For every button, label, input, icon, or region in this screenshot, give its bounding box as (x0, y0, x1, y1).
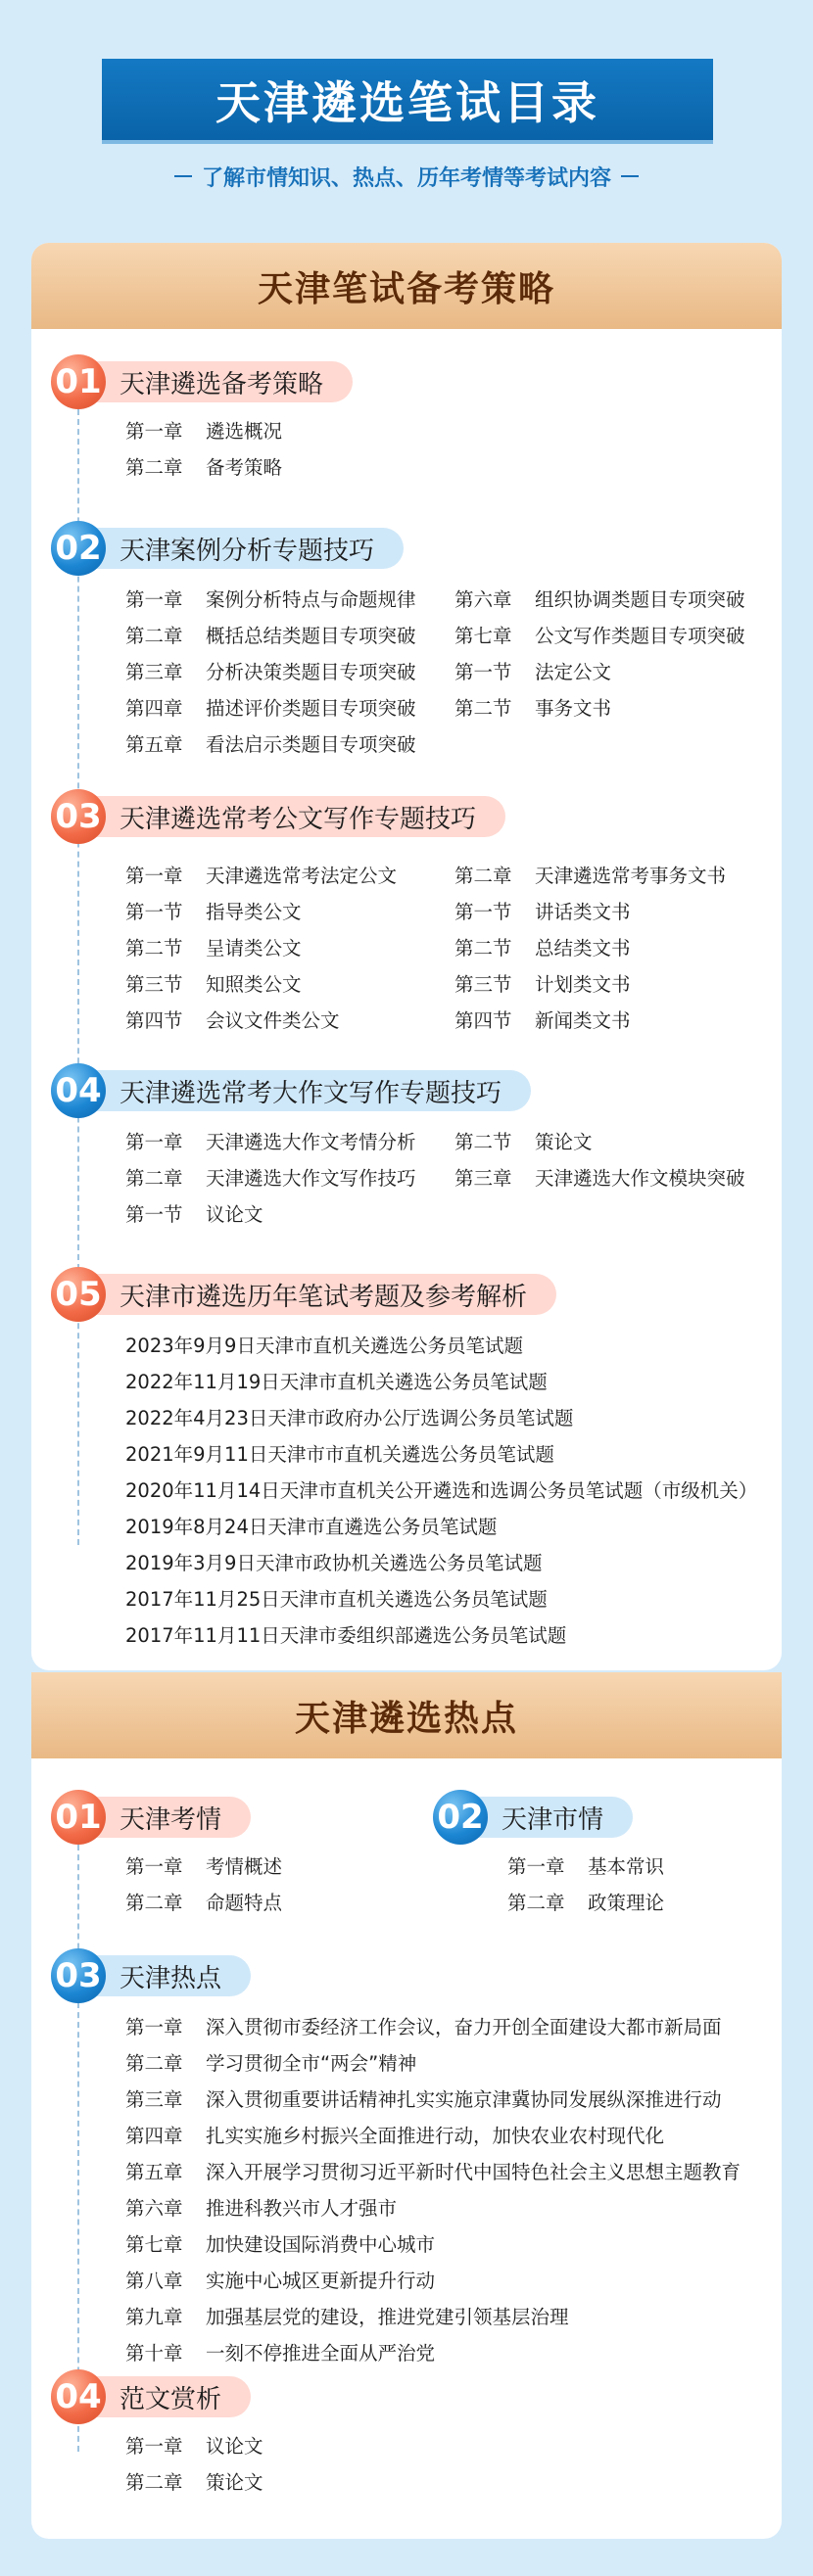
section-title: 天津考情 (88, 1797, 251, 1838)
list-item (125, 2225, 741, 2261)
chapter-title: 扎实实施乡村振兴全面推进行动，加快农业农村现代化 (206, 2124, 665, 2147)
section-items (125, 856, 726, 1037)
list-item (454, 616, 745, 652)
section-number: 02 (51, 521, 106, 576)
list-item (125, 2297, 741, 2333)
section-number: 01 (51, 354, 106, 409)
section-items (507, 1847, 664, 1919)
chapter-label: 第二节 (454, 696, 512, 720)
list-item (125, 1883, 282, 1919)
list-item (125, 688, 454, 725)
list-item (125, 2426, 263, 2462)
section-items (125, 1122, 745, 1231)
chapter-label: 第六章 (454, 587, 512, 611)
page-title: 天津遴选笔试目录 (215, 75, 599, 129)
exam-item: 2022年11月19日天津市直机关遴选公务员笔试题 (125, 1370, 548, 1393)
chapter-label: 第二节 (125, 936, 183, 960)
section-number: 05 (51, 1267, 106, 1322)
list-item (125, 2007, 741, 2043)
section-header (51, 1063, 745, 1118)
section-items (125, 2426, 263, 2499)
chapter-title: 策论文 (535, 1130, 593, 1153)
section-title: 天津遴选常考大作文写作专题技巧 (88, 1070, 531, 1111)
section-header (433, 1790, 664, 1845)
chapter-label: 第二章 (507, 1891, 565, 1914)
exam-item: 2019年3月9日天津市政协机关遴选公务员笔试题 (125, 1551, 543, 1574)
chapter-title: 加快建设国际消费中心城市 (206, 2232, 436, 2256)
chapter-title: 深入贯彻重要讲话精神扎实实施京津冀协同发展纵深推进行动 (206, 2087, 722, 2111)
section-items (125, 580, 745, 761)
list-item (454, 580, 745, 616)
section-title: 天津案例分析专题技巧 (88, 528, 404, 569)
chapter-label: 第一节 (125, 1202, 183, 1226)
section-number: 01 (51, 1790, 106, 1845)
list-item (454, 652, 745, 688)
chapter-title: 事务文书 (535, 696, 612, 720)
chapter-label: 第五章 (125, 2160, 183, 2183)
chapter-label: 第一章 (125, 587, 183, 611)
list-item (125, 2261, 741, 2297)
list-item (125, 2116, 741, 2152)
chapter-title: 讲话类文书 (535, 900, 631, 923)
chapter-title: 议论文 (206, 1202, 263, 1226)
section-title: 范文赏析 (88, 2376, 251, 2417)
column-right (454, 1122, 745, 1231)
strategy-card-header (31, 243, 782, 329)
section-items (125, 2007, 741, 2369)
list-item (454, 1001, 726, 1037)
list-item (125, 892, 454, 928)
chapter-title: 会议文件类公文 (206, 1008, 340, 1032)
chapter-title: 加强基层党的建设，推进党建引领基层治理 (206, 2305, 569, 2328)
chapter-label: 第三章 (454, 1166, 512, 1190)
exam-item: 2022年4月23日天津市政府办公厅选调公务员笔试题 (125, 1406, 574, 1429)
column-left (125, 580, 454, 761)
list-item (125, 1847, 282, 1883)
chapter-label: 第一章 (125, 419, 183, 443)
hot-section-04 (51, 2369, 263, 2499)
chapter-title: 备考策略 (206, 455, 283, 479)
subtitle-dash-right (621, 175, 639, 177)
chapter-title: 策论文 (206, 2470, 263, 2494)
chapter-label: 第九章 (125, 2305, 183, 2328)
hot-section-03 (51, 1948, 741, 2369)
chapter-label: 第四节 (125, 1008, 183, 1032)
section-header (51, 1267, 757, 1322)
section-number: 03 (51, 1948, 106, 2003)
section-header (51, 354, 324, 409)
chapter-label: 第二章 (454, 864, 512, 887)
section-title: 天津热点 (88, 1955, 251, 1996)
strategy-card-title: 天津笔试备考策略 (257, 268, 555, 309)
list-item (125, 2080, 741, 2116)
hotspot-card-header (31, 1672, 782, 1758)
hot-section-01 (51, 1790, 282, 1919)
chapter-title: 法定公文 (535, 660, 612, 683)
exam-item: 2017年11月11日天津市委组织部遴选公务员笔试题 (125, 1623, 567, 1647)
list-item (125, 2043, 741, 2080)
list-item (454, 964, 726, 1001)
list-item (507, 1847, 664, 1883)
chapter-label: 第五章 (125, 732, 183, 756)
section-number: 03 (51, 789, 106, 844)
chapter-title: 议论文 (206, 2434, 263, 2458)
chapter-title: 呈请类公文 (206, 936, 302, 960)
chapter-title: 看法启示类题目专项突破 (206, 732, 416, 756)
list-item (507, 1883, 664, 1919)
chapter-label: 第一章 (507, 1854, 565, 1878)
section-title: 天津市遴选历年笔试考题及参考解析 (88, 1274, 556, 1315)
chapter-title: 考情概述 (206, 1854, 283, 1878)
chapter-label: 第八章 (125, 2269, 183, 2292)
chapter-title: 天津遴选大作文考情分析 (206, 1130, 416, 1153)
section-title: 天津市情 (470, 1797, 633, 1838)
chapter-label: 第四章 (125, 696, 183, 720)
chapter-label: 第一节 (454, 660, 512, 683)
list-item (125, 447, 282, 484)
chapter-title: 概括总结类题目专项突破 (206, 624, 416, 647)
chapter-label: 第二章 (125, 2051, 183, 2075)
section-title: 天津遴选备考策略 (88, 361, 353, 402)
chapter-label: 第一章 (125, 2015, 183, 2038)
chapter-title: 组织协调类题目专项突破 (535, 587, 745, 611)
chapter-title: 推进科教兴市人才强市 (206, 2196, 398, 2220)
chapter-label: 第三章 (125, 660, 183, 683)
chapter-title: 一刻不停推进全面从严治党 (206, 2341, 436, 2365)
chapter-title: 政策理论 (588, 1891, 665, 1914)
column-right (454, 580, 745, 761)
section-header (51, 1948, 741, 2003)
chapter-title: 公文写作类题目专项突破 (535, 624, 745, 647)
section-number: 02 (433, 1790, 488, 1845)
chapter-title: 基本常识 (588, 1854, 665, 1878)
chapter-label: 第二章 (125, 1166, 183, 1190)
chapter-title: 天津遴选常考法定公文 (206, 864, 398, 887)
exam-item: 2020年11月14日天津市直机关公开遴选和选调公务员笔试题（市级机关） (125, 1478, 758, 1502)
section-items (125, 1847, 282, 1919)
chapter-title: 命题特点 (206, 1891, 283, 1914)
chapter-title: 指导类公文 (206, 900, 302, 923)
chapter-title: 天津遴选常考事务文书 (535, 864, 727, 887)
section-header (51, 789, 726, 844)
chapter-title: 案例分析特点与命题规律 (206, 587, 416, 611)
chapter-label: 第三节 (454, 972, 512, 996)
exam-item: 2017年11月25日天津市直机关遴选公务员笔试题 (125, 1587, 548, 1611)
list-item (125, 2333, 741, 2369)
chapter-title: 新闻类文书 (535, 1008, 631, 1032)
section-number: 04 (51, 2369, 106, 2424)
hotspot-card (31, 1672, 782, 2539)
section-title: 天津遴选常考公文写作专题技巧 (88, 796, 505, 837)
chapter-title: 深入开展学习贯彻习近平新时代中国特色社会主义思想主题教育 (206, 2160, 741, 2183)
strategy-card (31, 243, 782, 1670)
list-item (125, 1194, 454, 1231)
subtitle-text: 了解市情知识、热点、历年考情等考试内容 (201, 165, 611, 191)
chapter-label: 第二章 (125, 624, 183, 647)
chapter-label: 第七章 (454, 624, 512, 647)
chapter-title: 描述评价类题目专项突破 (206, 696, 416, 720)
list-item (454, 1158, 745, 1194)
page-title-banner (102, 59, 713, 140)
list-item (454, 1122, 745, 1158)
chapter-label: 第七章 (125, 2232, 183, 2256)
list-item (125, 411, 282, 447)
chapter-label: 第二章 (125, 1891, 183, 1914)
section-02 (51, 521, 745, 761)
hotspot-card-title: 天津遴选热点 (294, 1698, 518, 1739)
chapter-label: 第二节 (454, 1130, 512, 1153)
section-items (125, 1326, 757, 1652)
section-header (51, 521, 745, 576)
list-item (125, 2152, 741, 2188)
chapter-title: 总结类文书 (535, 936, 631, 960)
chapter-label: 第二章 (125, 455, 183, 479)
list-item (125, 856, 454, 892)
list-item (125, 616, 454, 652)
chapter-label: 第六章 (125, 2196, 183, 2220)
exam-item: 2023年9月9日天津市直机关遴选公务员笔试题 (125, 1334, 523, 1357)
chapter-title: 学习贯彻全市“两会”精神 (206, 2051, 417, 2075)
list-item (125, 652, 454, 688)
list-item (454, 856, 726, 892)
list-item (454, 892, 726, 928)
list-item (125, 964, 454, 1001)
subtitle-dash-left (174, 175, 192, 177)
section-04 (51, 1063, 745, 1231)
section-05 (51, 1267, 757, 1652)
chapter-label: 第一章 (125, 2434, 183, 2458)
chapter-label: 第一章 (125, 1130, 183, 1153)
list-item (125, 2188, 741, 2225)
list-item (125, 1001, 454, 1037)
chapter-title: 计划类文书 (535, 972, 631, 996)
chapter-label: 第一节 (125, 900, 183, 923)
exam-item: 2019年8月24日天津市直遴选公务员笔试题 (125, 1515, 498, 1538)
list-item (125, 580, 454, 616)
section-number: 04 (51, 1063, 106, 1118)
chapter-label: 第二节 (454, 936, 512, 960)
column-left (125, 1122, 454, 1231)
section-03 (51, 789, 726, 1037)
list-item (125, 725, 454, 761)
chapter-title: 天津遴选大作文模块突破 (535, 1166, 745, 1190)
chapter-title: 知照类公文 (206, 972, 302, 996)
list-item (125, 1158, 454, 1194)
chapter-title: 深入贯彻市委经济工作会议，奋力开创全面建设大都市新局面 (206, 2015, 722, 2038)
list-item (125, 928, 454, 964)
chapter-label: 第二章 (125, 2470, 183, 2494)
chapter-label: 第一章 (125, 864, 183, 887)
list-item (125, 1122, 454, 1158)
chapter-title: 实施中心城区更新提升行动 (206, 2269, 436, 2292)
chapter-label: 第三章 (125, 2087, 183, 2111)
chapter-label: 第十章 (125, 2341, 183, 2365)
chapter-label: 第四节 (454, 1008, 512, 1032)
section-items (125, 411, 282, 484)
list-item (125, 2462, 263, 2499)
chapter-title: 遴选概况 (206, 419, 283, 443)
list-item (454, 688, 745, 725)
section-header (51, 2369, 263, 2424)
section-01 (51, 354, 324, 484)
subtitle (0, 157, 813, 196)
column-right (454, 856, 726, 1037)
exam-item: 2021年9月11日天津市市直机关遴选公务员笔试题 (125, 1442, 554, 1466)
column-left (125, 856, 454, 1037)
list-item (454, 928, 726, 964)
chapter-title: 分析决策类题目专项突破 (206, 660, 416, 683)
chapter-label: 第一节 (454, 900, 512, 923)
chapter-label: 第三节 (125, 972, 183, 996)
chapter-label: 第四章 (125, 2124, 183, 2147)
section-header (51, 1790, 282, 1845)
hot-section-02 (433, 1790, 664, 1919)
chapter-label: 第一章 (125, 1854, 183, 1878)
chapter-title: 天津遴选大作文写作技巧 (206, 1166, 416, 1190)
